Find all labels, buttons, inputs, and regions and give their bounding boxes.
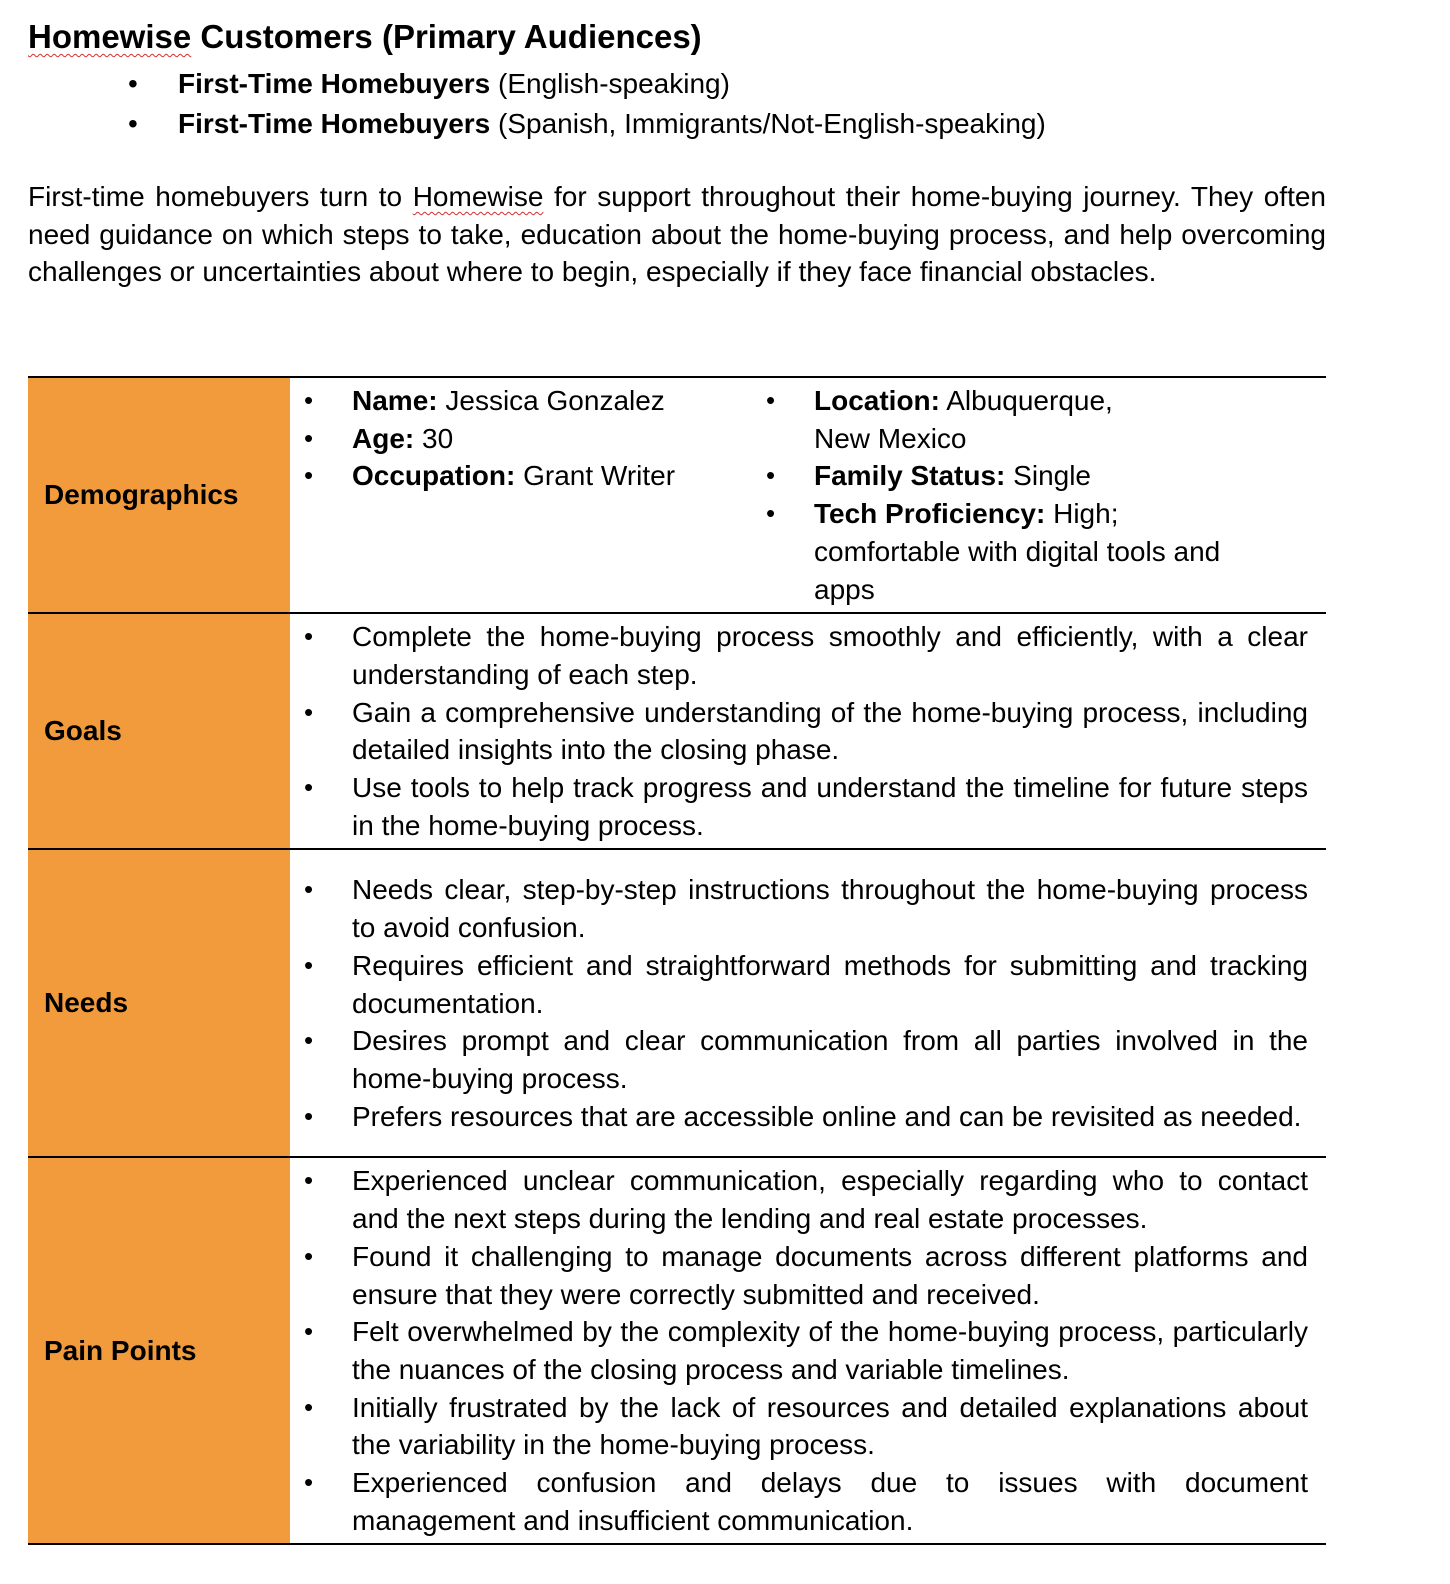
field-value: Jessica Gonzalez	[437, 385, 665, 416]
goal-item	[304, 769, 1308, 844]
persona-table	[28, 376, 1326, 1545]
bullet-icon: •	[304, 422, 314, 453]
goal-text: Use tools to help track progress and understand the timeline for future steps in the home-buying process.	[352, 772, 1308, 841]
bullet-icon: •	[766, 385, 776, 415]
goal-item	[304, 694, 1308, 769]
row-label-goals: Goals	[28, 613, 290, 849]
pain-point-item	[304, 1238, 1308, 1313]
bullet-icon: •	[766, 460, 776, 491]
title-brand: Homewise	[28, 18, 192, 55]
row-label-pain-points: Pain Points	[28, 1157, 290, 1544]
demographic-family-status	[766, 457, 1286, 495]
pain-point-item	[304, 1464, 1308, 1539]
title-rest: Customers (Primary Audiences)	[191, 18, 702, 55]
need-item	[304, 871, 1308, 946]
bullet-icon: •	[304, 696, 314, 727]
bullet-icon: •	[304, 1100, 314, 1131]
audience-item	[128, 64, 1328, 104]
demographic-tech-proficiency	[766, 495, 1286, 608]
field-value: Albuquerque, New Mexico	[814, 385, 1113, 454]
intro-text-after: for support throughout their home-buying journey. They often need guidance on which steps to take, education about the home-buying process, and help overcoming challenges or uncertainties about where to begin, especially if they face financial obstacles.	[28, 181, 1326, 287]
demographics-content	[290, 377, 1326, 613]
intro-paragraph	[28, 178, 1326, 291]
bullet-icon: •	[304, 621, 314, 652]
demographics-right-list	[766, 382, 1286, 608]
bullet-icon: •	[304, 949, 314, 980]
demographic-name	[304, 382, 766, 420]
need-text: Prefers resources that are accessible online and can be revisited as needed.	[352, 1100, 1302, 1132]
row-label-needs: Needs	[28, 849, 290, 1157]
demographics-left-column	[304, 382, 766, 608]
persona-row-demographics	[28, 377, 1326, 613]
needs-content	[290, 849, 1326, 1157]
pain-point-text: Felt overwhelmed by the complexity of the home-buying process, particularly the nuances of the closing process and variable timelines.	[352, 1316, 1308, 1385]
bullet-icon: •	[304, 772, 314, 803]
audience-detail: (Spanish, Immigrants/Not-English-speaking)	[490, 108, 1046, 139]
field-value: High; comfortable with digital tools and apps	[814, 498, 1221, 605]
pain-point-item	[304, 1389, 1308, 1464]
field-key: Name:	[352, 385, 438, 416]
bullet-icon: •	[304, 1467, 314, 1498]
need-item	[304, 1098, 1308, 1136]
goal-text: Complete the home-buying process smoothly and efficiently, with a clear understanding of each step.	[352, 621, 1308, 690]
goals-list	[304, 618, 1308, 844]
audience-list	[28, 64, 1328, 144]
document-page	[28, 14, 1328, 1536]
goal-text: Gain a comprehensive understanding of the home-buying process, including detailed insights into the closing phase.	[352, 696, 1308, 766]
audience-label: First-Time Homebuyers	[178, 108, 491, 139]
bullet-icon: •	[304, 874, 314, 905]
pain-point-text: Experienced confusion and delays due to issues with document management and insufficient communication.	[352, 1467, 1308, 1536]
demographic-occupation	[304, 457, 766, 495]
bullet-icon: •	[304, 1391, 314, 1422]
demographics-left-list	[304, 382, 766, 495]
page-title	[28, 14, 1328, 60]
bullet-icon: •	[304, 1240, 314, 1271]
pain-point-text: Found it challenging to manage documents across different platforms and ensure that they were correctly submitted and received.	[352, 1240, 1308, 1310]
pain-point-text: Experienced unclear communication, especially regarding who to contact and the next steps during the lending and real estate processes.	[352, 1165, 1308, 1235]
field-value: Single	[1005, 460, 1092, 492]
demographics-columns	[304, 382, 1308, 608]
pain-points-list	[304, 1162, 1308, 1539]
field-key: Tech Proficiency:	[814, 498, 1046, 530]
demographics-right-column	[766, 382, 1286, 608]
bullet-icon: •	[304, 385, 314, 415]
goal-item	[304, 618, 1308, 693]
audience-item	[128, 104, 1328, 144]
bullet-icon: •	[128, 108, 138, 139]
audience-detail: (English-speaking)	[490, 68, 730, 99]
persona-row-goals	[28, 613, 1326, 849]
intro-text-before: First-time homebuyers turn to	[28, 181, 413, 212]
need-item	[304, 947, 1308, 1022]
bullet-icon: •	[304, 460, 314, 491]
field-value: 30	[414, 422, 454, 454]
field-value: Grant Writer	[515, 460, 676, 492]
pain-points-content	[290, 1157, 1326, 1544]
bullet-icon: •	[304, 1316, 314, 1347]
bullet-icon: •	[304, 1025, 314, 1056]
need-text: Desires prompt and clear communication from all parties involved in the home-buying process.	[352, 1025, 1308, 1094]
row-label-demographics: Demographics	[28, 377, 290, 613]
need-text: Needs clear, step-by-step instructions throughout the home-buying process to avoid confusion.	[352, 874, 1308, 944]
bullet-icon: •	[304, 1165, 314, 1196]
demographic-location	[766, 382, 1286, 457]
field-key: Age:	[352, 422, 415, 454]
field-key: Occupation:	[352, 460, 516, 492]
pain-point-item	[304, 1162, 1308, 1237]
bullet-icon: •	[766, 498, 776, 529]
need-text: Requires efficient and straightforward methods for submitting and tracking documentation.	[352, 949, 1308, 1019]
needs-list	[304, 871, 1308, 1135]
bullet-icon: •	[128, 68, 138, 99]
pain-point-text: Initially frustrated by the lack of resources and detailed explanations about the variability in the home-buying process.	[352, 1391, 1308, 1461]
intro-brand: Homewise	[412, 181, 544, 212]
persona-row-needs	[28, 849, 1326, 1157]
need-item	[304, 1022, 1308, 1097]
demographic-age	[304, 420, 766, 458]
audience-label: First-Time Homebuyers	[178, 68, 491, 99]
field-key: Family Status:	[814, 460, 1006, 492]
pain-point-item	[304, 1313, 1308, 1388]
goals-content	[290, 613, 1326, 849]
persona-row-pain-points	[28, 1157, 1326, 1544]
field-key: Location:	[814, 385, 940, 416]
